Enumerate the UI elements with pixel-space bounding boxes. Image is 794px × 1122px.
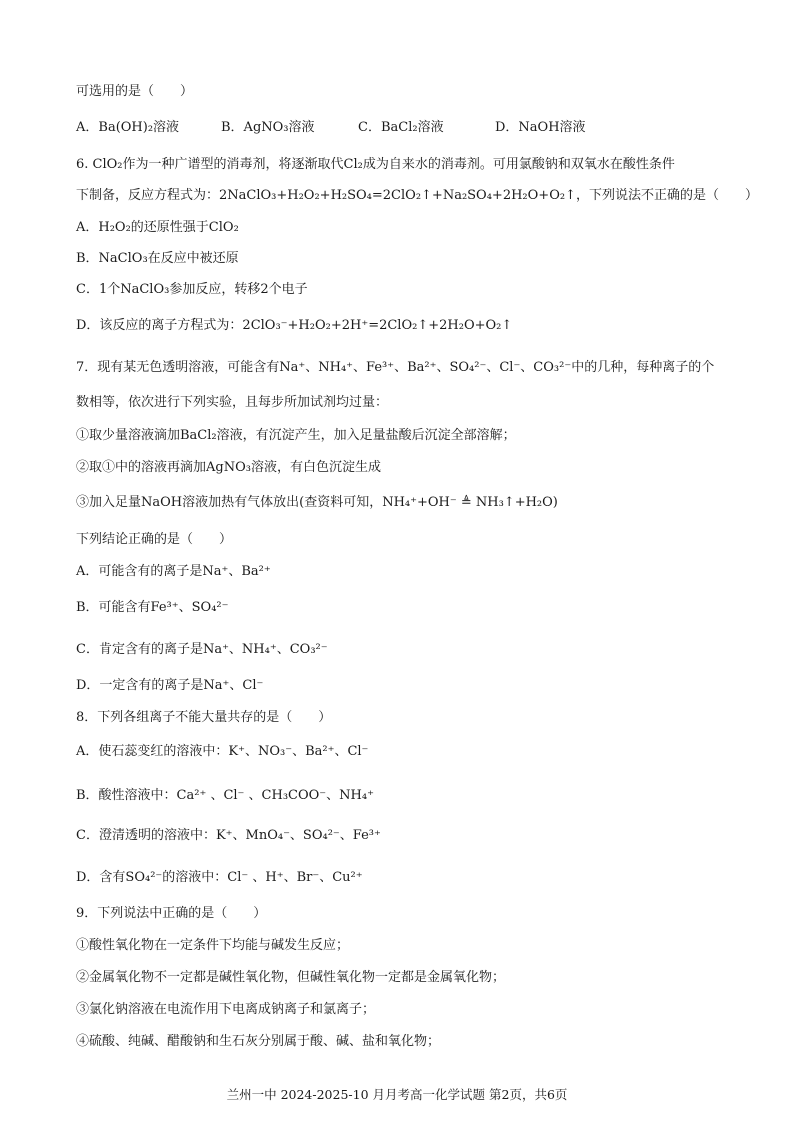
q7-option-a: A．可能含有的离子是Na⁺、Ba²⁺ [76, 564, 271, 579]
q7-step-1: ①取少量溶液滴加BaCl₂溶液，有沉淀产生，加入足量盐酸后沉淀全部溶解； [76, 428, 516, 443]
q6-option-a: A．H₂O₂的还原性强于ClO₂ [76, 220, 239, 235]
q7-option-b: B．可能含有Fe³⁺、SO₄²⁻ [76, 600, 229, 615]
q5-tail: 可选用的是（ ） [76, 84, 194, 99]
q8-option-b: B．酸性溶液中：Ca²⁺ 、Cl⁻ 、CH₃COO⁻、NH₄⁺ [76, 788, 374, 803]
q6-option-c: C．1个NaClO₃参加反应，转移2个电子 [76, 282, 308, 297]
q7-step-2: ②取①中的溶液再滴加AgNO₃溶液，有白色沉淀生成 [76, 460, 381, 475]
q5-option-a: A．Ba(OH)₂溶液 [76, 120, 180, 135]
q9-statement-1: ①酸性氧化物在一定条件下均能与碱发生反应； [76, 938, 350, 953]
q5-options [76, 118, 734, 138]
q7-step-3: ③加入足量NaOH溶液加热有气体放出(查资料可知，NH₄⁺+OH⁻ ≜ NH₃↑+H₂O) [76, 495, 558, 510]
q7-stem-1: 7．现有某无色透明溶液，可能含有Na⁺、NH₄⁺、Fe³⁺、Ba²⁺、SO₄²⁻、Cl⁻、CO₃²⁻中的几种，每种离子的个 [76, 360, 715, 375]
q7-option-c: C．肯定含有的离子是Na⁺、NH₄⁺、CO₃²⁻ [76, 642, 328, 657]
q9-statement-2: ②金属氧化物不一定都是碱性氧化物，但碱性氧化物一定都是金属氧化物； [76, 970, 506, 985]
q6-option-b: B．NaClO₃在反应中被还原 [76, 251, 239, 266]
q9-stem: 9．下列说法中正确的是（ ） [76, 906, 267, 921]
q5-option-b: B．AgNO₃溶液 [221, 120, 315, 135]
q7-option-d: D．一定含有的离子是Na⁺、Cl⁻ [76, 678, 264, 693]
q8-option-c: C．澄清透明的溶液中：K⁺、MnO₄⁻、SO₄²⁻、Fe³⁺ [76, 828, 381, 843]
q7-stem-2: 数相等，依次进行下列实验，且每步所加试剂均过量： [76, 395, 389, 410]
q5-option-d: D．NaOH溶液 [495, 120, 586, 135]
page-footer: 兰州一中 2024-2025-10 月月考高一化学试题 第2页，共6页 [226, 1087, 568, 1102]
q9-statement-4: ④硫酸、纯碱、醋酸钠和生石灰分别属于酸、碱、盐和氧化物； [76, 1034, 441, 1049]
q6-stem-2: 下制备，反应方程式为：2NaClO₃+H₂O₂+H₂SO₄=2ClO₂↑+Na₂SO₄+2H₂O+O₂↑，下列说法不正确的是（ ） [76, 188, 758, 203]
q8-option-a: A．使石蕊变红的溶液中：K⁺、NO₃⁻、Ba²⁺、Cl⁻ [76, 744, 369, 759]
q6-option-d: D．该反应的离子方程式为：2ClO₃⁻+H₂O₂+2H⁺=2ClO₂↑+2H₂O+O₂↑ [76, 318, 513, 333]
q9-statement-3: ③氯化钠溶液在电流作用下电离成钠离子和氯离子； [76, 1002, 376, 1017]
q7-prompt: 下列结论正确的是（ ） [76, 532, 233, 547]
q8-stem: 8．下列各组离子不能大量共存的是（ ） [76, 710, 332, 725]
q8-option-d: D．含有SO₄²⁻的溶液中：Cl⁻ 、H⁺、Br⁻、Cu²⁺ [76, 870, 363, 885]
q5-option-c: C．BaCl₂溶液 [358, 120, 444, 135]
q6-stem-1: 6. ClO₂作为一种广谱型的消毒剂，将逐渐取代Cl₂成为自来水的消毒剂。可用氯酸钠和双氧水在酸性条件 [76, 157, 675, 172]
